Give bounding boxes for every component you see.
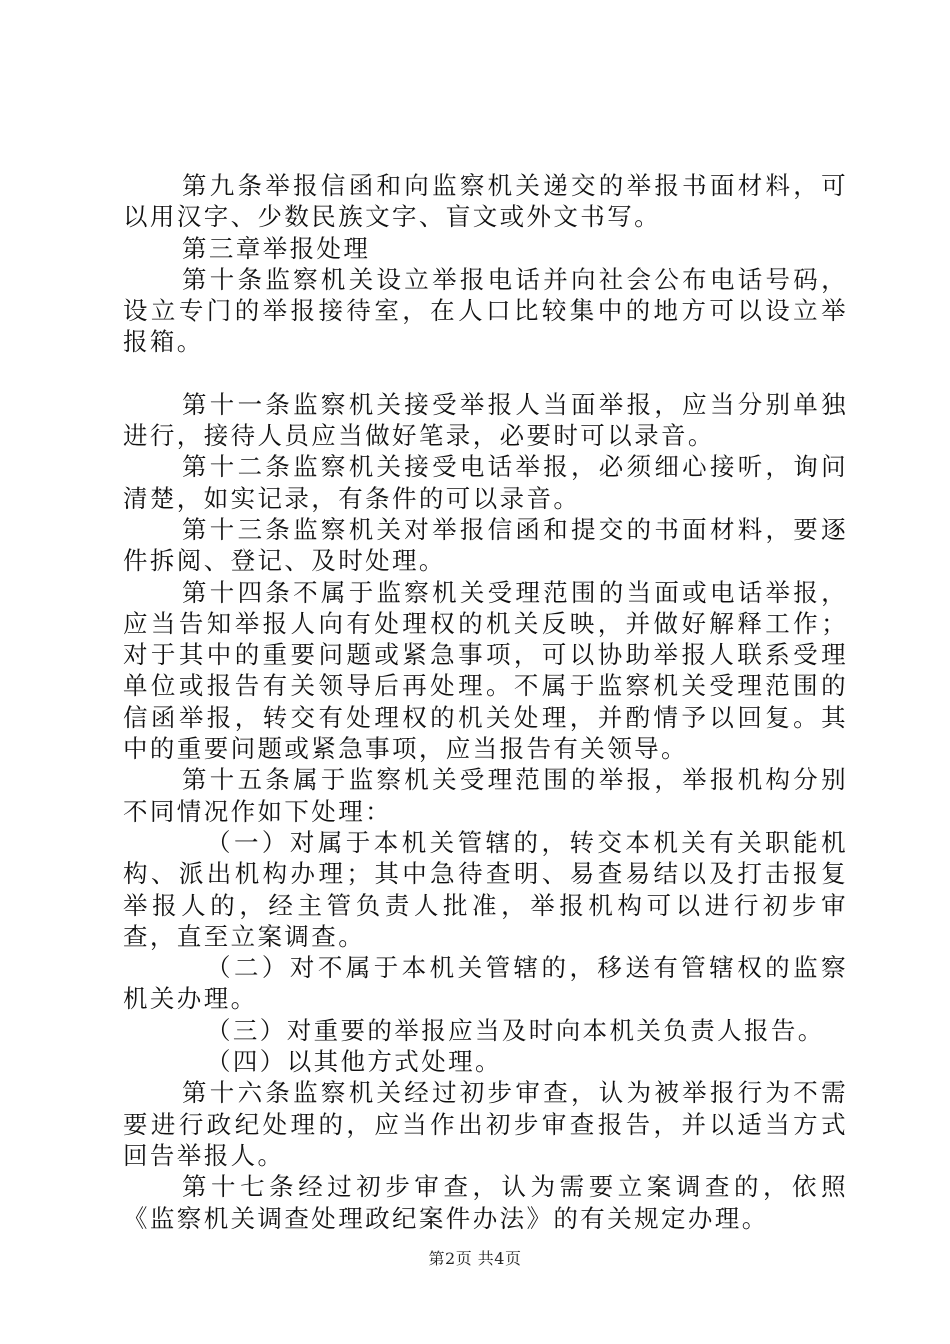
article-10: 第十条监察机关设立举报电话并向社会公布电话号码，设立专门的举报接待室，在人口比较集中的地方可以设立举报箱。 xyxy=(123,264,848,357)
article-15: 第十五条属于监察机关受理范围的举报，举报机构分别不同情况作如下处理： xyxy=(123,765,848,826)
document-body xyxy=(123,170,848,1234)
article-11: 第十一条监察机关接受举报人当面举报，应当分别单独进行，接待人员应当做好笔录，必要时可以录音。 xyxy=(123,389,848,451)
article-12: 第十二条监察机关接受电话举报，必须细心接听，询问清楚，如实记录，有条件的可以录音。 xyxy=(123,452,848,513)
chapter-3-heading: 第三章举报处理 xyxy=(182,233,371,263)
article-15-item-4: （四）以其他方式处理。 xyxy=(206,1047,502,1077)
article-17: 第十七条经过初步审查，认为需要立案调查的，依照《监察机关调查处理政纪案件办法》的有关规定办理。 xyxy=(123,1172,848,1233)
article-9: 第九条举报信函和向监察机关递交的举报书面材料，可以用汉字、少数民族文字、盲文或外文书写。 xyxy=(123,171,848,232)
article-14: 第十四条不属于监察机关受理范围的当面或电话举报，应当告知举报人向有处理权的机关反映，并做好解释工作；对于其中的重要问题或紧急事项，可以协助举报人联系受理单位或报告有关领导后再处理。不属于监察机关受理范围的信函举报，转交有处理权的机关处理，并酌情予以回复。其中的重要问题或紧急事项，应当报告有关领导。 xyxy=(123,577,848,764)
article-13: 第十三条监察机关对举报信函和提交的书面材料，要逐件拆阅、登记、及时处理。 xyxy=(123,514,848,576)
article-15-item-3: （三）对重要的举报应当及时向本机关负责人报告。 xyxy=(206,1015,825,1045)
article-15-item-2: （二）对不属于本机关管辖的，移送有管辖权的监察机关办理。 xyxy=(123,953,848,1014)
article-15-item-1: （一）对属于本机关管辖的，转交本机关有关职能机构、派出机构办理；其中急待查明、易查易结以及打击报复举报人的，经主管负责人批准，举报机构可以进行初步审查，直至立案调查。 xyxy=(123,827,848,951)
page-footer: 第2页 共4页 xyxy=(428,1249,522,1268)
article-16: 第十六条监察机关经过初步审查，认为被举报行为不需要进行政纪处理的，应当作出初步审查报告，并以适当方式回告举报人。 xyxy=(123,1078,848,1170)
